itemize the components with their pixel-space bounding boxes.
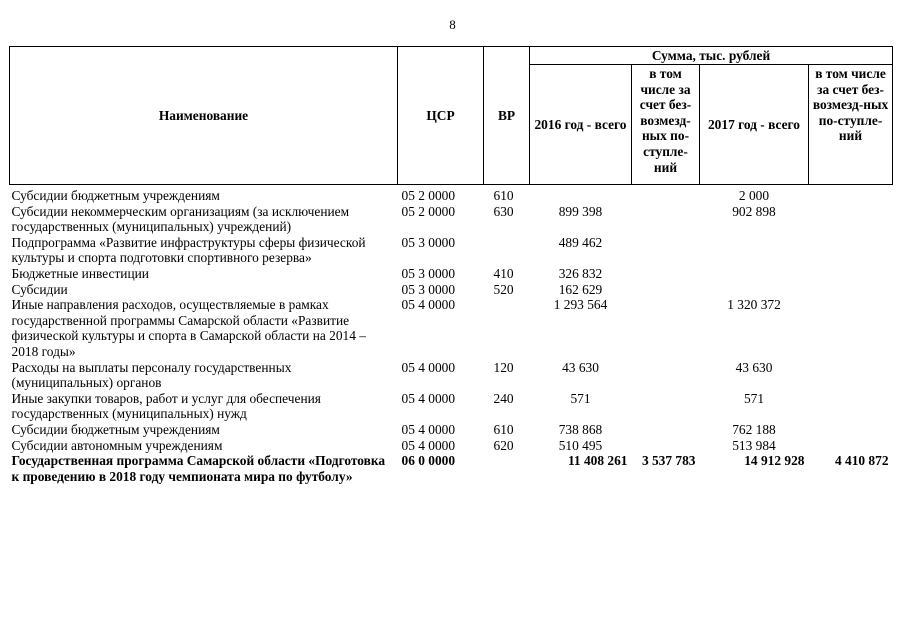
row-free-2017 [809,438,893,454]
header-vr: ВР [484,47,530,185]
table-row [10,282,893,298]
header-csr: ЦСР [398,47,484,185]
table-row [10,453,893,484]
row-name: Подпрограмма «Развитие инфраструктуры сферы физической культуры и спорта подготовки спортивного резерва» [11,234,366,266]
row-sum-2016: 1 293 564 [553,297,608,313]
row-csr: 05 4 0000 [401,437,456,453]
row-sum-2016: 489 462 [558,234,603,250]
row-csr: 05 3 0000 [401,234,456,250]
table-row [10,204,893,235]
header-2017-free: в том числе за счет без-возмезд-ных по-ступле-ний [809,65,893,185]
row-vr: 620 [493,437,514,453]
row-name: Государственная программа Самарской области «Подготовка к проведению в 2018 году чемпионата мира по футболу» [11,453,386,484]
row-sum-2016: 11 408 261 [567,453,628,469]
row-free-2017 [809,391,893,422]
row-name: Иные закупки товаров, работ и услуг для обеспечения государственных (муниципальных) нужд [11,390,321,422]
row-sum-2016: 162 629 [558,281,603,297]
row-free-2016: 3 537 783 [641,453,696,469]
row-free-2016 [632,282,700,298]
row-csr: 05 2 0000 [401,188,456,203]
row-sum-2017 [700,266,809,282]
row-sum-2017: 14 912 928 [744,453,805,469]
row-vr: 120 [493,359,514,375]
row-csr: 05 4 0000 [401,421,456,437]
table-row [10,391,893,422]
row-sum-2017: 43 630 [735,359,773,375]
row-free-2017 [809,282,893,298]
row-free-2017 [809,266,893,282]
row-sum-2017: 513 984 [732,437,776,453]
row-name: Субсидии некоммерческим организациям (за исключением государственных (муниципальных) учреждений) [11,203,350,235]
budget-table [9,46,893,484]
row-vr [484,297,530,359]
row-free-2016 [632,391,700,422]
row-name: Субсидии автономным учреждениям [11,437,223,453]
header-2016-total: 2016 год - всего [530,65,632,185]
table-row [10,185,893,204]
row-sum-2017: 902 898 [732,203,776,219]
row-free-2017: 4 410 872 [834,453,889,469]
header-2016-free: в том числе за счет без-возмезд-ных по-ступле-ний [632,65,700,185]
row-free-2016 [632,297,700,359]
row-csr: 05 4 0000 [401,359,456,375]
row-free-2016 [632,266,700,282]
row-name: Расходы на выплаты персоналу государственных (муниципальных) органов [11,359,292,391]
row-vr: 520 [493,281,514,297]
row-csr: 05 4 0000 [401,297,456,313]
row-csr: 05 3 0000 [401,281,456,297]
row-vr: 410 [493,265,514,281]
row-free-2016 [632,204,700,235]
header-name: Наименование [10,47,398,185]
row-free-2016 [632,422,700,438]
row-free-2017 [809,422,893,438]
row-name: Субсидии бюджетным учреждениям [11,421,220,437]
row-free-2016 [632,235,700,266]
table-row [10,360,893,391]
row-sum-2017: 762 188 [732,421,776,437]
row-name: Субсидии бюджетным учреждениям [11,188,220,203]
row-free-2016 [632,360,700,391]
row-vr: 610 [493,188,514,203]
table-row [10,438,893,454]
row-sum-2016: 571 [570,390,591,406]
row-free-2017 [809,204,893,235]
row-sum-2017: 2 000 [738,188,770,203]
row-sum-2016: 899 398 [558,203,603,219]
row-name: Иные направления расходов, осуществляемые в рамках государственной программы Самарской области «Развитие физической культуры и спорта в Самарской области на 2014 – 2018 годы» [11,297,366,359]
row-free-2017 [809,360,893,391]
row-sum-2016: 510 495 [558,437,603,453]
row-sum-2016: 43 630 [562,359,599,375]
row-free-2016 [632,438,700,454]
row-sum-2017 [700,282,809,298]
row-csr: 05 2 0000 [401,203,456,219]
row-csr: 05 3 0000 [401,265,456,281]
table-header [10,47,893,185]
row-sum-2016: 326 832 [558,265,603,281]
row-sum-2017 [700,235,809,266]
table-row [10,422,893,438]
row-sum-2017: 1 320 372 [727,297,781,313]
row-free-2016 [632,185,700,204]
row-sum-2016 [530,185,632,204]
row-vr [484,235,530,266]
row-name: Субсидии [11,281,68,297]
row-vr: 630 [493,203,514,219]
row-name: Бюджетные инвестиции [11,265,149,281]
table-row [10,297,893,359]
row-csr: 05 4 0000 [401,390,456,406]
row-vr: 610 [493,421,514,437]
row-free-2017 [809,185,893,204]
row-free-2017 [809,235,893,266]
row-free-2017 [809,297,893,359]
row-vr [484,453,530,484]
table-row [10,235,893,266]
table-body [10,185,893,485]
header-2017-total: 2017 год - всего [700,65,809,185]
row-sum-2016: 738 868 [558,421,603,437]
row-csr: 06 0 0000 [401,453,456,469]
header-sum-group: Сумма, тыс. рублей [530,47,893,65]
table-row [10,266,893,282]
row-sum-2017: 571 [743,390,765,406]
row-vr: 240 [493,390,514,406]
page-number: 8 [449,17,456,32]
